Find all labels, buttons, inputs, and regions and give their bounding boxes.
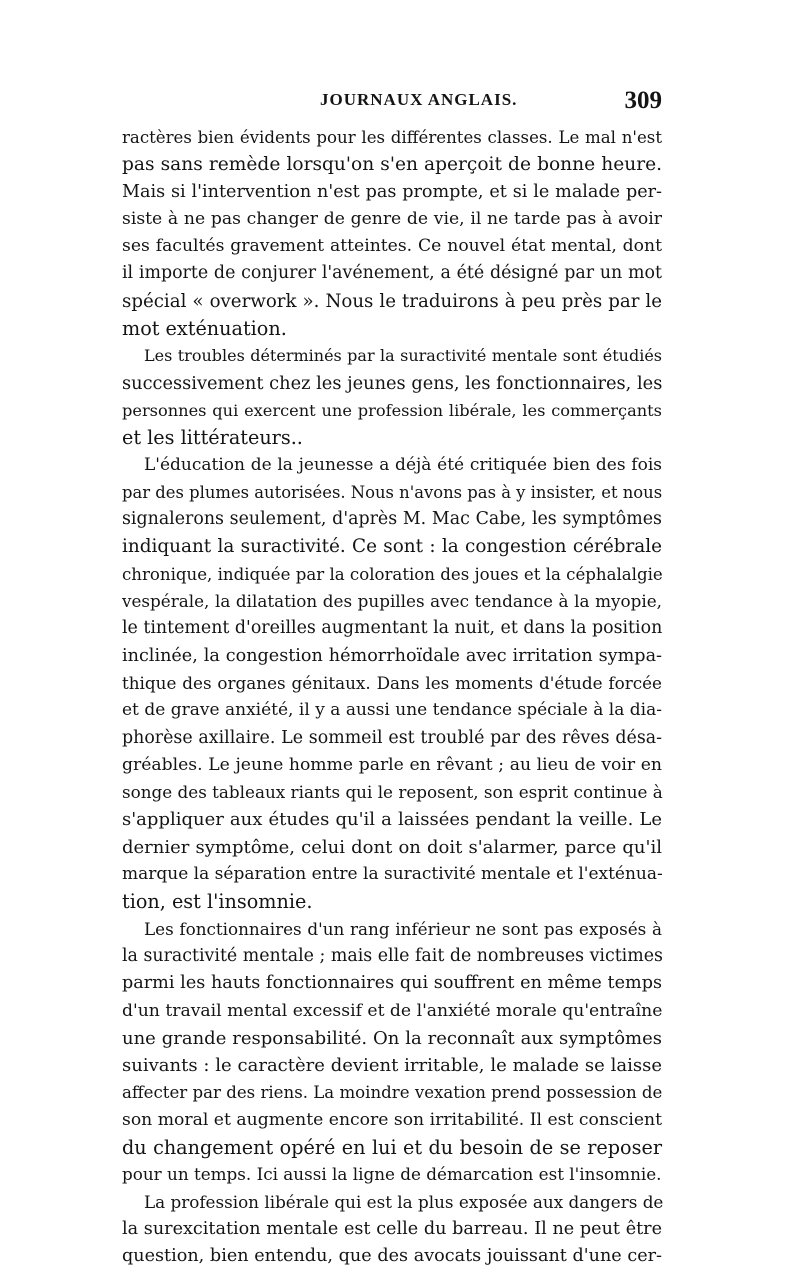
body-text bbox=[122, 124, 662, 1270]
text-line: marque la séparation entre la suractivité mentale et l'exténua- bbox=[122, 864, 663, 885]
text-line: et les littérateurs.. bbox=[122, 426, 303, 450]
page-number: 309 bbox=[624, 87, 662, 114]
text-line: suivants : le caractère devient irritable, le malade se laisse bbox=[122, 1055, 662, 1077]
text-line: du changement opéré en lui et du besoin de se reposer bbox=[122, 1135, 662, 1159]
text-line: il importe de conjurer l'avénement, a été désigné par un mot bbox=[122, 263, 662, 284]
text-line: la surexcitation mentale est celle du barreau. Il ne peut être bbox=[122, 1218, 662, 1239]
text-line: tion, est l'insomnie. bbox=[122, 890, 313, 914]
text-line: pas sans remède lorsqu'on s'en aperçoit de bonne heure. bbox=[122, 154, 662, 176]
text-line: inclinée, la congestion hémorrhoïdale avec irritation sympa- bbox=[122, 645, 662, 666]
text-line: affecter par des riens. La moindre vexation prend possession de bbox=[122, 1083, 663, 1103]
text-line: et de grave anxiété, il y a aussi une tendance spéciale à la dia- bbox=[122, 700, 662, 721]
text-line: songe des tableaux riants qui le reposent, son esprit continue à bbox=[122, 782, 663, 803]
text-line: son moral et augmente encore son irritabilité. Il est conscient bbox=[122, 1109, 662, 1130]
text-line: spécial « overwork ». Nous le traduirons à peu près par le bbox=[122, 290, 662, 312]
text-line: mot exténuation. bbox=[122, 317, 287, 341]
running-title: JOURNAUX ANGLAIS. bbox=[320, 90, 518, 109]
text-line: s'appliquer aux études qu'il a laissées pendant la veille. Le bbox=[122, 809, 662, 831]
text-line: le tintement d'oreilles augmentant la nuit, et dans la position bbox=[122, 618, 663, 639]
text-line: une grande responsabilité. On la reconnaît aux symptômes bbox=[122, 1027, 662, 1049]
text-line: question, bien entendu, que des avocats jouissant d'une cer- bbox=[122, 1246, 662, 1267]
text-line: ses facultés gravement atteintes. Ce nouvel état mental, dont bbox=[122, 236, 662, 257]
text-line: personnes qui exercent une profession libérale, les commerçants bbox=[122, 400, 662, 420]
text-line: Les fonctionnaires d'un rang inférieur ne sont pas exposés à bbox=[144, 918, 662, 939]
text-line: par des plumes autorisées. Nous n'avons pas à y insister, et nous bbox=[122, 482, 663, 502]
text-line: signalerons seulement, d'après M. Mac Cabe, les symptômes bbox=[122, 509, 662, 530]
text-line: Mais si l'intervention n'est pas prompte, et si le malade per- bbox=[122, 181, 662, 202]
text-line: ractères bien évidents pour les différentes classes. Le mal n'est bbox=[122, 128, 662, 147]
text-line: dernier symptôme, celui dont on doit s'alarmer, parce qu'il bbox=[122, 836, 662, 858]
text-line: d'un travail mental excessif et de l'anxiété morale qu'entraîne bbox=[122, 1000, 663, 1021]
text-line: chronique, indiquée par la coloration des joues et la céphalalgie bbox=[122, 564, 663, 584]
text-line: gréables. Le jeune homme parle en rêvant ; au lieu de voir en bbox=[122, 754, 662, 775]
text-line: parmi les hauts fonctionnaires qui souffrent en même temps bbox=[122, 973, 662, 994]
text-line: siste à ne pas changer de genre de vie, il ne tarde pas à avoir bbox=[122, 208, 662, 229]
text-line: L'éducation de la jeunesse a déjà été critiquée bien des fois bbox=[144, 454, 662, 475]
running-head bbox=[122, 87, 662, 118]
text-line: indiquant la suractivité. Ce sont : la congestion cérébrale bbox=[122, 536, 662, 558]
text-line: phorèse axillaire. Le sommeil est troublé par des rêves désa- bbox=[122, 727, 662, 748]
text-line: Les troubles déterminés par la suractivité mentale sont étudiés bbox=[144, 346, 662, 366]
text-line: successivement chez les jeunes gens, les fonctionnaires, les bbox=[122, 372, 663, 394]
text-line: la suractivité mentale ; mais elle fait de nombreuses victimes bbox=[122, 945, 663, 966]
text-line: La profession libérale qui est la plus exposée aux dangers de bbox=[144, 1191, 664, 1212]
text-line: thique des organes génitaux. Dans les moments d'étude forcée bbox=[122, 672, 662, 693]
text-line: pour un temps. Ici aussi la ligne de démarcation est l'insomnie. bbox=[122, 1164, 662, 1185]
text-line: vespérale, la dilatation des pupilles avec tendance à la myopie, bbox=[122, 591, 662, 612]
